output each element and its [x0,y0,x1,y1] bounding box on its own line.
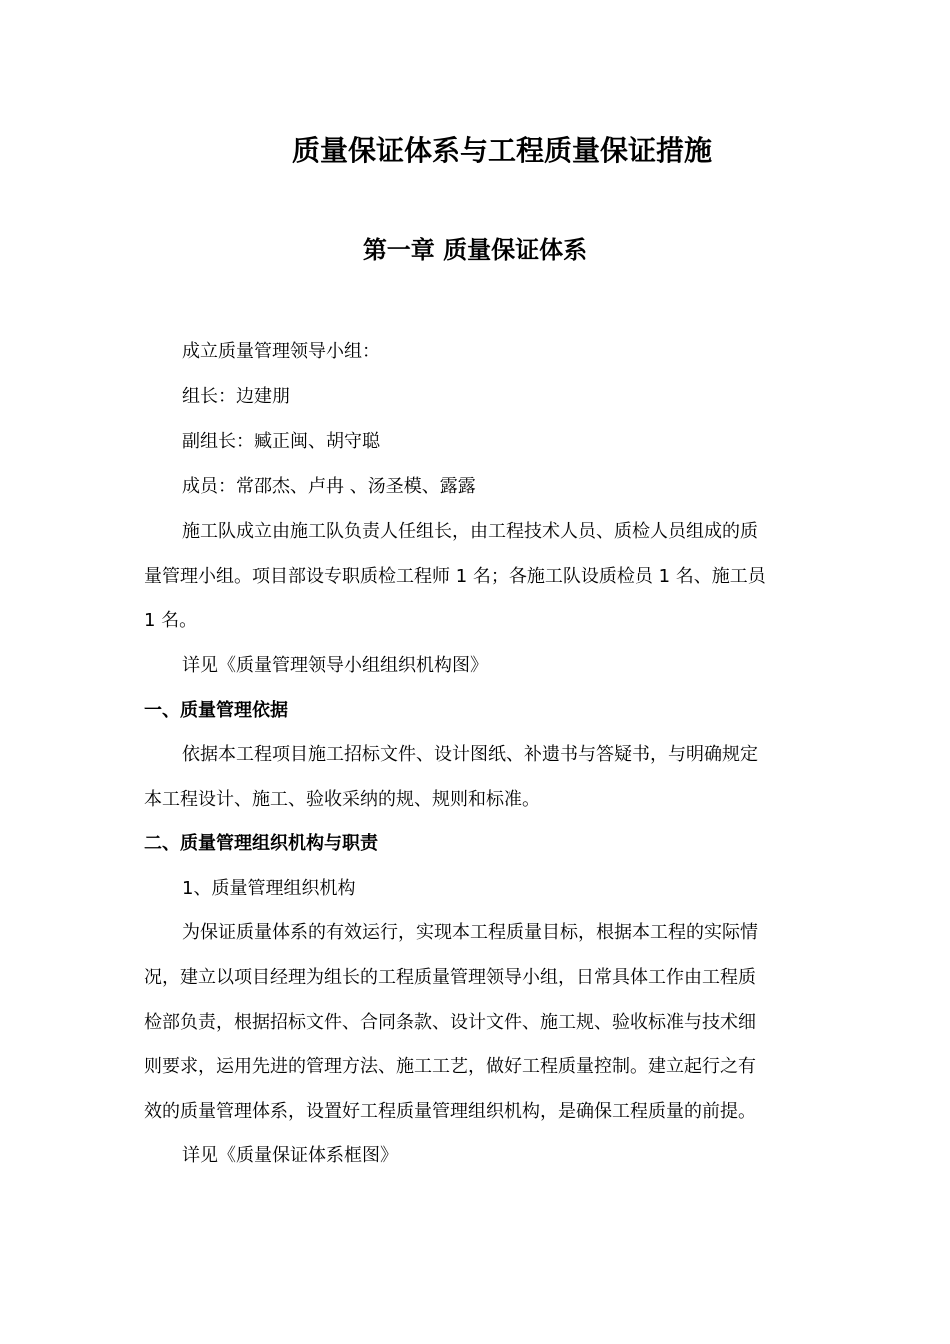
members-line: 成员：常邵杰、卢冉 、汤圣模、露露 [182,476,476,497]
team-paragraph-line-3: 1 名。 [144,610,198,631]
section-1-line-2: 本工程设计、施工、验收采纳的规、规则和标准。 [144,789,540,810]
section-2-heading: 二、质量管理组织机构与职责 [144,833,378,854]
document-title: 质量保证体系与工程质量保证措施 [291,134,712,167]
leader-line: 组长：边建朋 [182,386,290,407]
section-2-line-2: 况，建立以项目经理为组长的工程质量管理领导小组，日常具体工作由工程质 [144,967,756,988]
chapter-title: 第一章 质量保证体系 [362,236,588,264]
section-2-line-5: 效的质量管理体系，设置好工程质量管理组织机构，是确保工程质量的前提。 [144,1101,756,1122]
framework-reference: 详见《质量保证体系框图》 [182,1145,398,1166]
section-1-heading: 一、质量管理依据 [144,700,288,721]
team-paragraph-line-1: 施工队成立由施工队负责人任组长，由工程技术人员、质检人员组成的质 [182,521,758,542]
leadership-heading: 成立质量管理领导小组： [182,341,380,362]
section-1-line-1: 依据本工程项目施工招标文件、设计图纸、补遗书与答疑书，与明确规定 [182,744,758,765]
org-chart-reference: 详见《质量管理领导小组组织机构图》 [182,655,488,676]
team-paragraph-line-2: 量管理小组。项目部设专职质检工程师 1 名；各施工队设质检员 1 名、施工员 [144,566,766,587]
section-2-line-1: 为保证质量体系的有效运行，实现本工程质量目标，根据本工程的实际情 [182,922,758,943]
deputy-leaders-line: 副组长：臧正闽、胡守聪 [182,431,380,452]
section-2-line-3: 检部负责，根据招标文件、合同条款、设计文件、施工规、验收标准与技术细 [144,1012,756,1033]
section-2-subheading: 1、质量管理组织机构 [182,878,356,899]
section-2-line-4: 则要求，运用先进的管理方法、施工工艺，做好工程质量控制。建立起行之有 [144,1056,756,1077]
